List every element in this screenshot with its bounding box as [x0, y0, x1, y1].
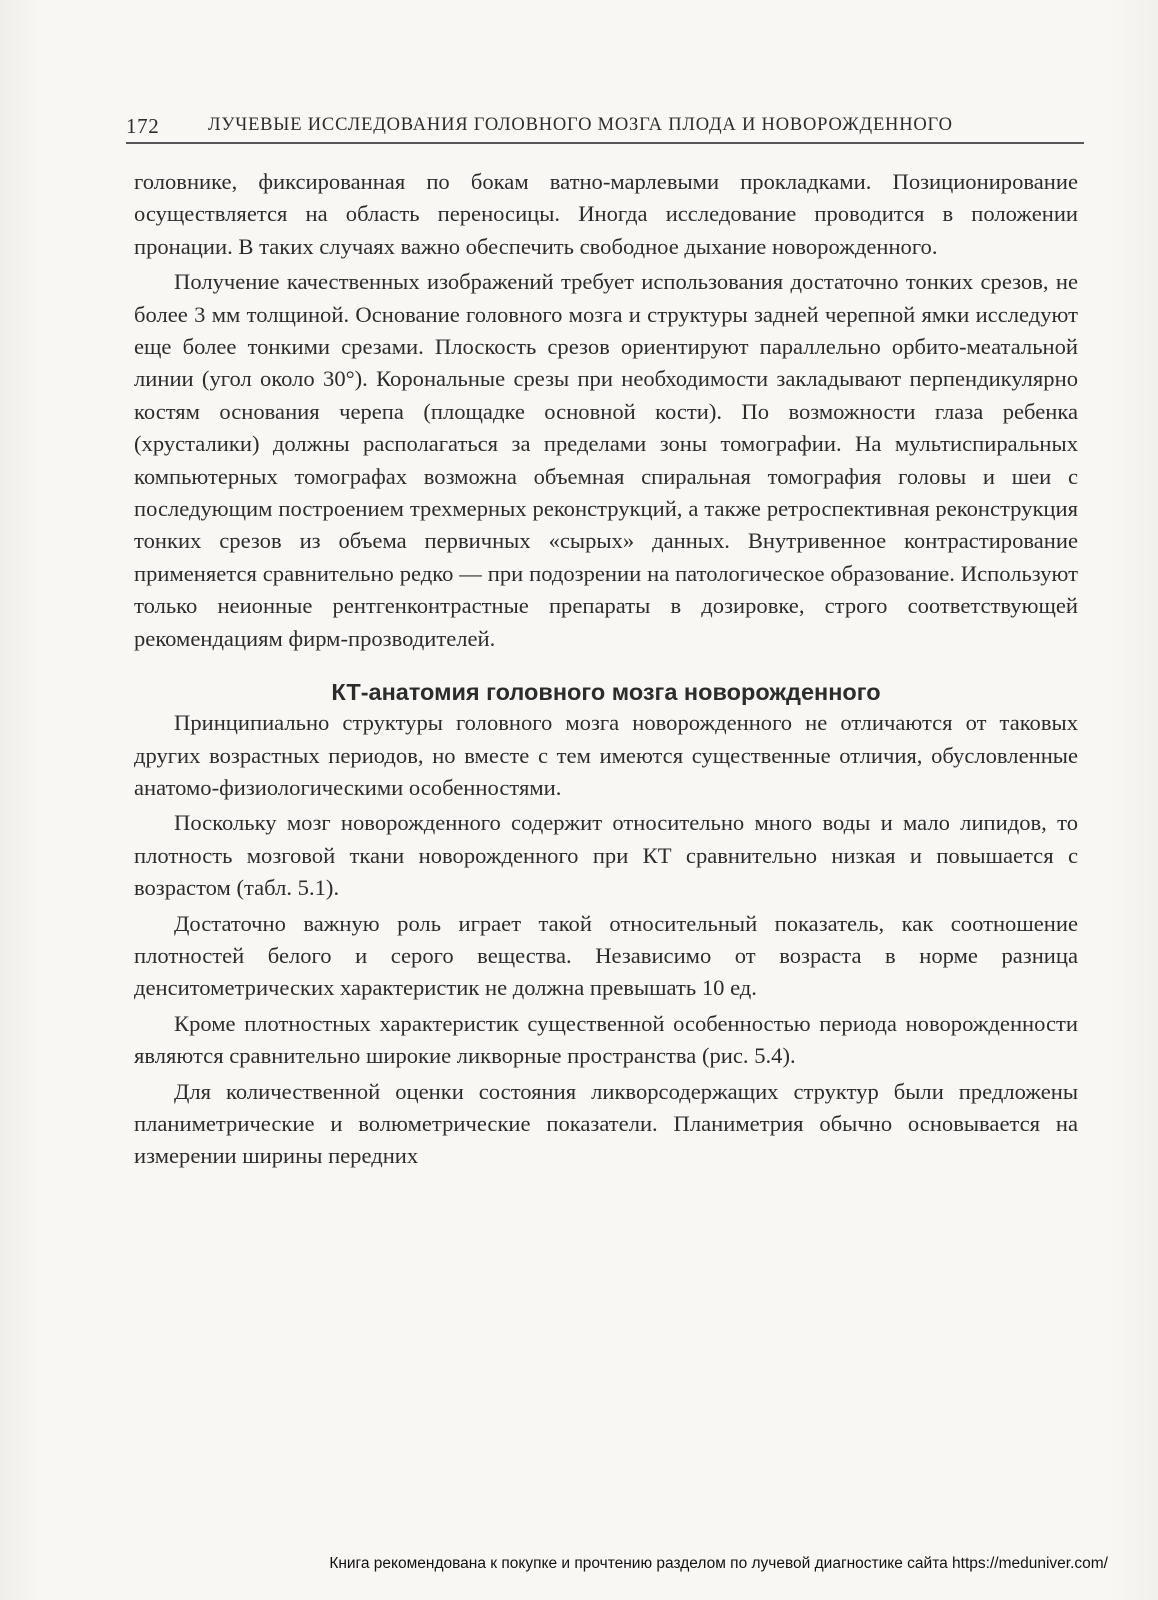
running-title: ЛУЧЕВЫЕ ИССЛЕДОВАНИЯ ГОЛОВНОГО МОЗГА ПЛОДА И НОВОРОЖДЕННОГО	[208, 115, 953, 135]
paragraph: Кроме плотностных характеристик существенной особенностью периода новорожденности являются сравнительно широкие ликворные пространства (рис. 5.4).	[134, 1010, 1078, 1069]
paragraph: Для количественной оценки состояния ликворсодержащих структур были предложены планиметрические и волюметрические показатели. Планиметрия обычно основывается на измерении ширины передних	[134, 1078, 1078, 1169]
paragraph: головнике, фиксированная по бокам ватно-марлевыми прокладками. Позиционирование осуществляется на область переносицы. Иногда исследование проводится в положении пронации. В таких случаях важно обеспечить свободное дыхание новорожденного.	[134, 169, 1078, 259]
paragraph: Достаточно важную роль играет такой относительный показатель, как соотношение плотностей белого и серого вещества. Независимо от возраста в норме разница денситометрических характеристик не должна превышать 10 ед.	[134, 910, 1078, 1001]
page-header	[126, 112, 1084, 144]
page-number: 172	[126, 114, 160, 138]
body-text	[134, 166, 1078, 1173]
paragraph: Поскольку мозг новорожденного содержит относительно много воды и мало липидов, то плотность мозговой ткани новорожденного при КТ сравнительно низкая и повышается с возрастом (табл. 5.1).	[134, 810, 1078, 901]
paragraph: Получение качественных изображений требует использования достаточно тонких срезов, не более 3 мм толщиной. Основание головного мозга и структуры задней черепной ямки исследуют еще более тонкими срезами. Плоскость срезов ориентируют параллельно орбито-меатальной линии (угол около 30°). Корональные срезы при необходимости закладывают перпендикулярно костям основания черепа (площадке основной кости). По возможности глаза ребенка (хрусталики) должны располагаться за пределами зоны томографии. На мультиспиральных компьютерных томографах возможна объемная спиральная томография головы и шеи с последующим построением трехмерных реконструкций, а также ретроспективная реконструкция тонких срезов из объема первичных «сырых» данных. Внутривенное контрастирование применяется сравнительно редко — при подозрении на патологическое образование. Используют только неионные рентгенконтрастные препараты в дозировке, строго соответствующей рекомендациям фирм-прозводителей.	[134, 269, 1078, 651]
footer-notice: Книга рекомендована к покупке и прочтению разделом по лучевой диагностике сайта https://meduniver.com/	[329, 1555, 1108, 1572]
section-heading: КТ-анатомия головного мозга новорожденного	[331, 679, 881, 706]
paragraph: Принципиально структуры головного мозга новорожденного не отличаются от таковых других возрастных периодов, но вместе с тем имеются существенные отличия, обусловленные анатомо-физиологическими особенностями.	[134, 710, 1078, 800]
